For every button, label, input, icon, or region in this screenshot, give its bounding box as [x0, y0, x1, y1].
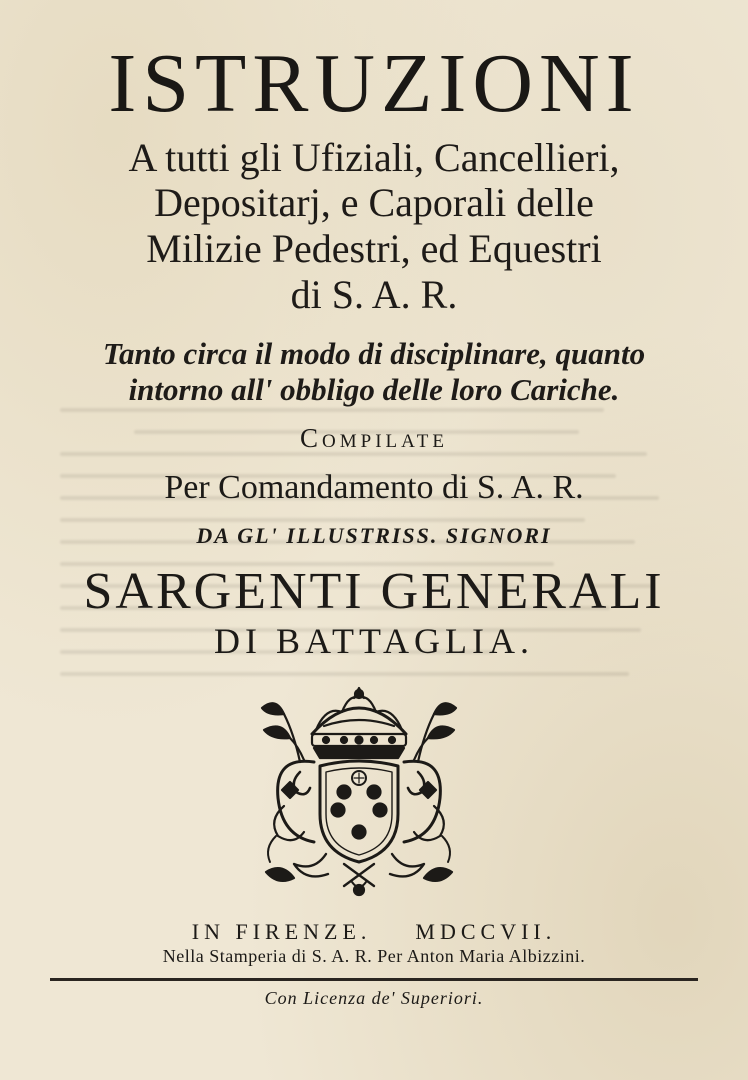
commission-line: Per Comandamento di S. A. R.: [164, 469, 584, 506]
imprint-city: IN FIRENZE.: [191, 919, 372, 944]
medici-coat-of-arms-icon: [254, 686, 464, 900]
italic-line-1: Tanto circa il modo di disciplinare, quanto: [102, 336, 646, 371]
subtitle-line-2: Depositarj, e Caporali delle: [154, 180, 594, 225]
italic-line-2: intorno all' obbligo delle loro Cariche.: [128, 372, 620, 407]
divider-rule: [50, 978, 698, 981]
by-line: DA GL' ILLUSTRISS. SIGNORI: [196, 523, 552, 548]
imprint-line: [0, 918, 748, 946]
compilate-heading: Compilate: [300, 423, 448, 453]
subtitle-line-1: A tutti gli Ufiziali, Cancellieri,: [128, 135, 620, 180]
imprint-year: MDCCVII.: [415, 919, 557, 944]
license-line: Con Licenza de' Superiori.: [264, 988, 484, 1008]
printer-line: Nella Stamperia di S. A. R. Per Anton Maria Albizzini.: [162, 946, 586, 966]
authors-line-2: DI BATTAGLIA.: [213, 621, 535, 661]
subtitle-line-4: di S. A. R.: [290, 272, 458, 317]
subtitle-line-3: Milizie Pedestri, ed Equestri: [146, 226, 602, 271]
document-title: ISTRUZIONI: [108, 37, 640, 130]
authors-line-1: SARGENTI GENERALI: [83, 563, 665, 620]
